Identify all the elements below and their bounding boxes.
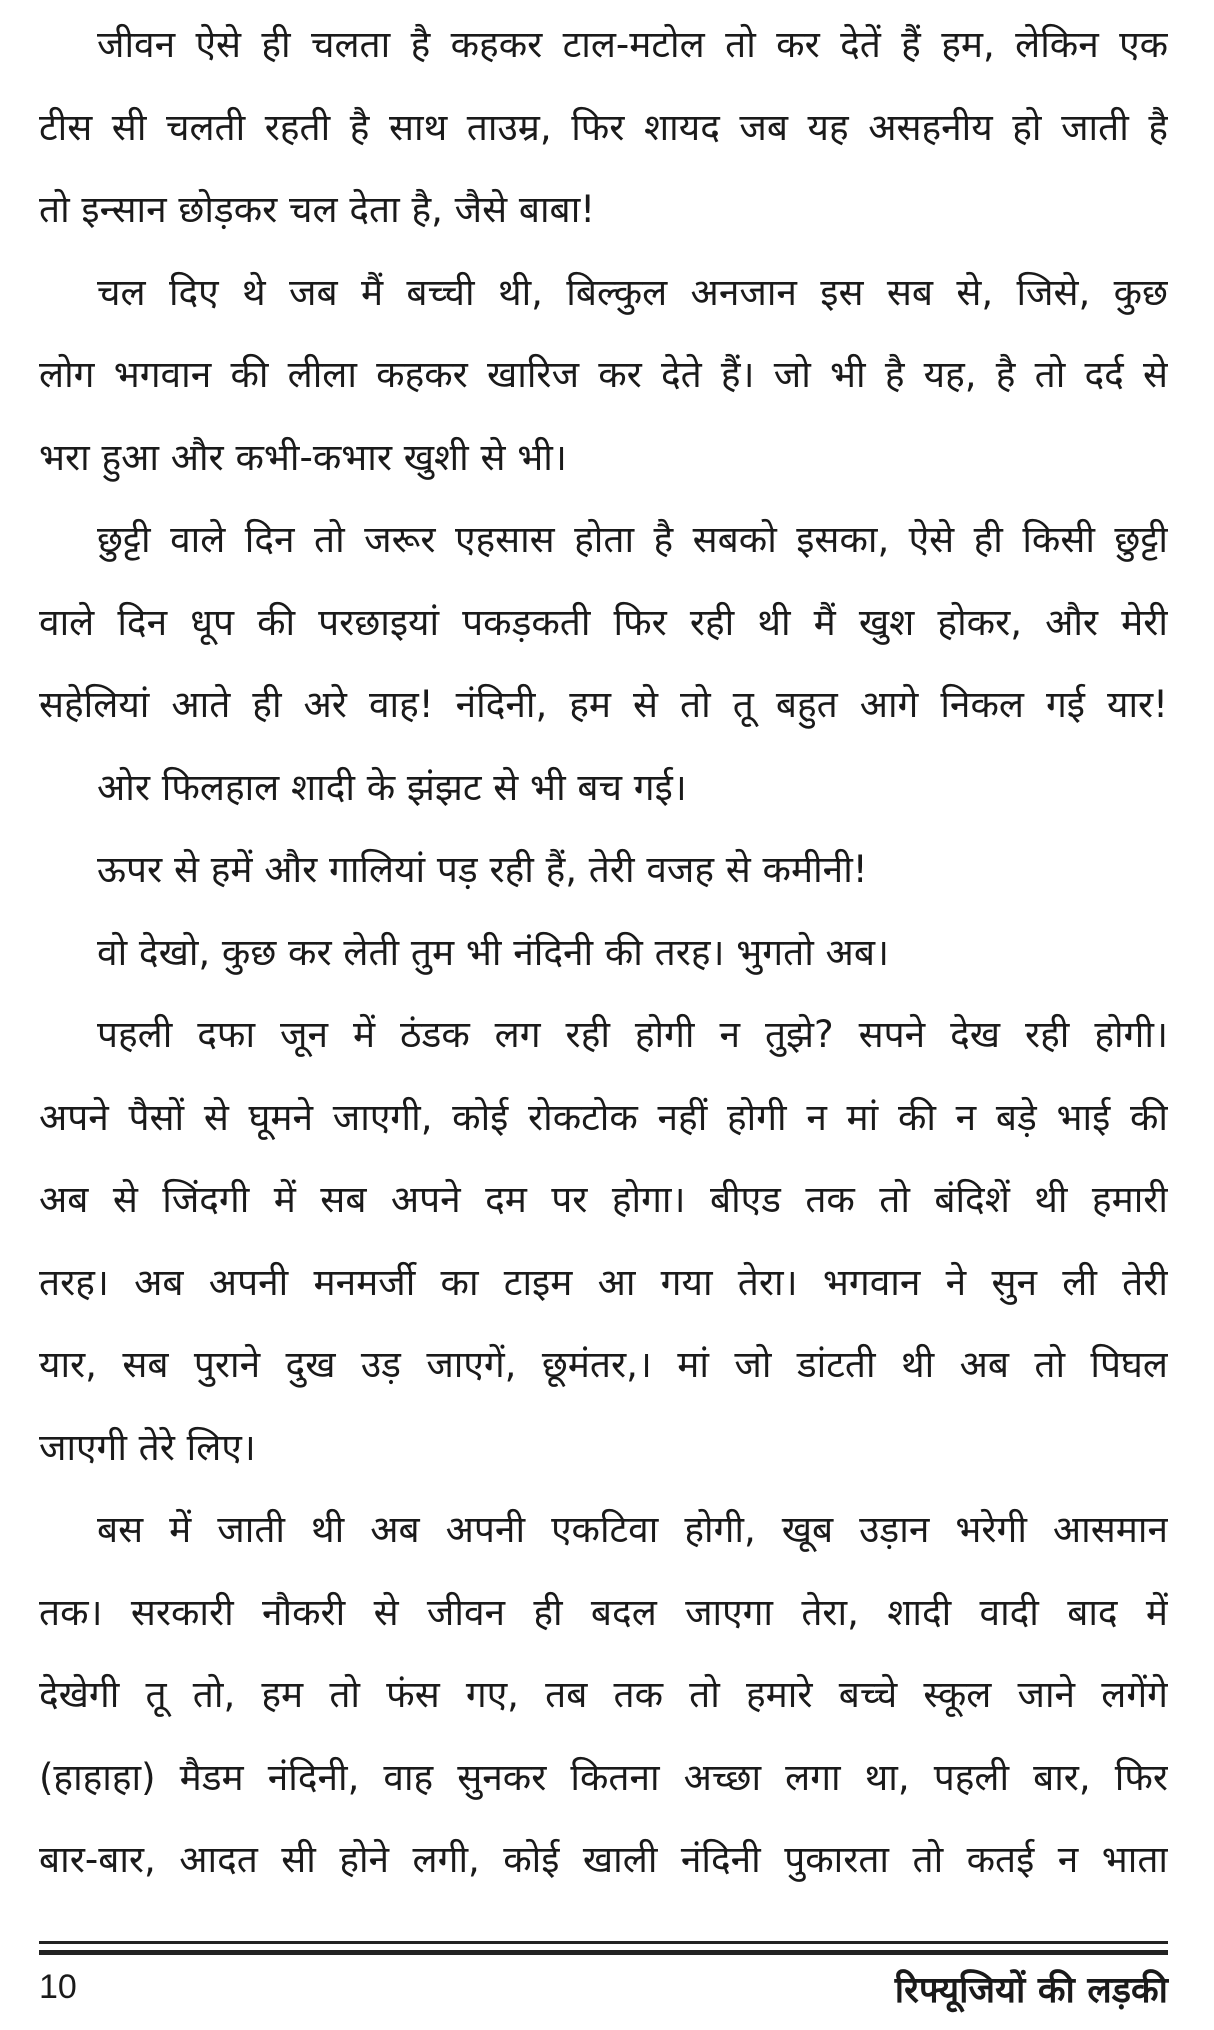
text-line: अपने पैसों से घूमने जाएगी, कोई रोकटोक नहीं होगी न मां की न बड़े भाई की — [39, 1095, 1168, 1139]
text-line: छुट्टी वाले दिन तो जरूर एहसास होता है सबको इसका, ऐसे ही किसी छुट्टी — [97, 518, 1168, 561]
text-line: पहली दफा जून में ठंडक लग रही होगी न तुझे? सपने देख रही होगी। — [97, 1013, 1168, 1056]
text-line: भरा हुआ और कभी-कभार खुशी से भी। — [39, 435, 567, 479]
text-line: वाले दिन धूप की परछाइयां पकड़कती फिर रही थी मैं खुश होकर, और मेरी — [39, 600, 1168, 644]
text-line: तो इन्सान छोड़कर चल देता है, जैसे बाबा! — [39, 188, 596, 231]
text-line: देखेगी तू तो, हम तो फंस गए, तब तक तो हमारे बच्चे स्कूल जाने लगेंगे — [39, 1673, 1168, 1716]
text-line: अब से जिंदगी में सब अपने दम पर होगा। बीएड तक तो बंदिशें थी हमारी — [39, 1178, 1168, 1221]
text-line: जीवन ऐसे ही चलता है कहकर टाल-मटोल तो कर देतें हैं हम, लेकिन एक — [97, 23, 1168, 66]
text-line: बार-बार, आदत सी होने लगी, कोई खाली नंदिनी पुकारता तो कतई न भाता — [39, 1838, 1168, 1881]
page-number: 10 — [39, 1968, 77, 2006]
footer-rule-thick — [39, 1950, 1168, 1955]
text-line: (हाहाहा) मैडम नंदिनी, वाह सुनकर कितना अच्छा लगा था, पहली बार, फिर — [39, 1755, 1168, 1799]
text-line: तरह। अब अपनी मनमर्जी का टाइम आ गया तेरा। भगवान ने सुन ली तेरी — [39, 1260, 1168, 1304]
text-line: ऊपर से हमें और गालियां पड़ रही हैं, तेरी वजह से कमीनी! — [97, 848, 868, 891]
text-line: तक। सरकारी नौकरी से जीवन ही बदल जाएगा तेरा, शादी वादी बाद में — [39, 1590, 1168, 1634]
text-line: जाएगी तेरे लिए। — [39, 1425, 256, 1469]
book-title: रिफ्यूजियों की लड़की — [894, 1970, 1168, 2011]
text-line: बस में जाती थी अब अपनी एकटिवा होगी, खूब उड़ान भरेगी आसमान — [97, 1508, 1168, 1551]
footer-rule-thin — [39, 1941, 1168, 1944]
text-line: लोग भगवान की लीला कहकर खारिज कर देते हैं। जो भी है यह, है तो दर्द से — [39, 353, 1168, 396]
text-line: यार, सब पुराने दुख उड़ जाएगें, छूमंतर,। मां जो डांटती थी अब तो पिघल — [39, 1343, 1168, 1386]
text-line: वो देखो, कुछ कर लेती तुम भी नंदिनी की तरह। भुगतो अब। — [97, 930, 889, 974]
text-line: टीस सी चलती रहती है साथ ताउम्र, फिर शायद जब यह असहनीय हो जाती है — [39, 105, 1168, 149]
text-line: चल दिए थे जब मैं बच्ची थी, बिल्कुल अनजान इस सब से, जिसे, कुछ — [97, 270, 1168, 314]
body-text — [39, 4, 1168, 1902]
text-line: ओर फिलहाल शादी के झंझट से भी बच गई। — [97, 765, 687, 809]
text-line: सहेलियां आते ही अरे वाह! नंदिनी, हम से तो तू बहुत आगे निकल गई यार! — [39, 683, 1168, 726]
